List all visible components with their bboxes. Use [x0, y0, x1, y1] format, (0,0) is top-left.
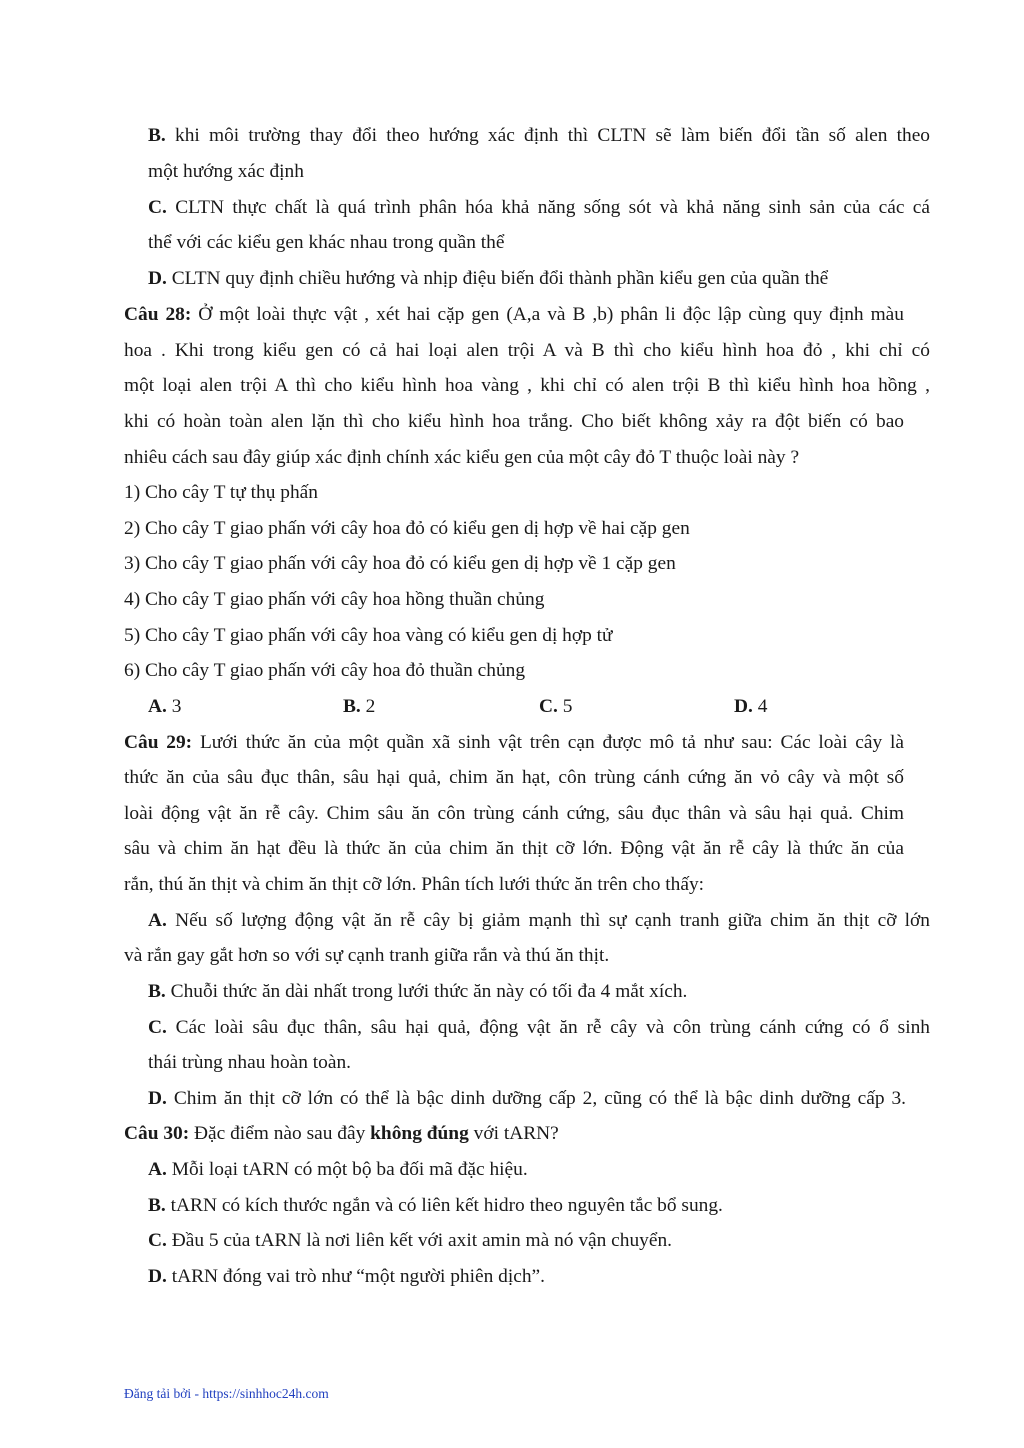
- option-text: Nếu số lượng động vật ăn rễ cây bị giảm mạnh thì sự cạnh tranh giữa chim ăn thịt cỡ lớn: [175, 910, 930, 931]
- option-value: 2: [365, 696, 376, 717]
- q30-option-a: [148, 1158, 930, 1182]
- q29-option-a-line1: [148, 909, 930, 933]
- q30-option-d: [148, 1265, 930, 1289]
- q28-item-4: 4) Cho cây T giao phấn với cây hoa hồng thuần chủng: [124, 589, 545, 610]
- q28-stem-line2: hoa . Khi trong kiểu gen có cả hai loại alen trội A và B thì cho kiểu hình hoa đỏ , khi chỉ có: [124, 340, 930, 361]
- option-label: A.: [148, 910, 167, 931]
- option-label: D.: [148, 1088, 167, 1109]
- question-emphasis: không đúng: [370, 1123, 469, 1144]
- option-value: 5: [562, 696, 573, 717]
- option-label: C.: [539, 696, 558, 717]
- option-label: B.: [148, 981, 166, 1002]
- option-text: Chuỗi thức ăn dài nhất trong lưới thức ăn này có tối đa 4 mắt xích.: [170, 981, 688, 1002]
- footer-source-link[interactable]: Đăng tải bởi - https://sinhhoc24h.com: [124, 1386, 329, 1401]
- q28-item-3: 3) Cho cây T giao phấn với cây hoa đỏ có kiểu gen dị hợp về 1 cặp gen: [124, 553, 676, 574]
- q28-option-d: [734, 695, 767, 719]
- q28-option-b: [343, 695, 375, 719]
- option-label: A.: [148, 696, 167, 717]
- q30-stem: [124, 1122, 904, 1146]
- q29-stem-line5: rắn, thú ăn thịt và chim ăn thịt cỡ lớn. Phân tích lưới thức ăn trên cho thấy:: [124, 874, 705, 895]
- question-text: Ở một loài thực vật , xét hai cặp gen (A,a và B ,b) phân li độc lập cùng quy định màu: [198, 304, 904, 325]
- option-text: Chim ăn thịt cỡ lớn có thể là bậc dinh dưỡng cấp 2, cũng có thể là bậc dinh dưỡng cấp 3.: [173, 1088, 906, 1109]
- q28-item-1: 1) Cho cây T tự thụ phấn: [124, 482, 318, 503]
- option-value: 4: [757, 696, 768, 717]
- q27-option-d: [148, 267, 930, 291]
- q29-stem-line1: [124, 731, 904, 755]
- question-text: Đặc điểm nào sau đây: [194, 1123, 366, 1144]
- q28-item-6: 6) Cho cây T giao phấn với cây hoa đỏ thuần chủng: [124, 660, 526, 681]
- option-label: D.: [734, 696, 753, 717]
- q29-option-c-line2: thái trùng nhau hoàn toàn.: [148, 1052, 352, 1073]
- option-label: B.: [343, 696, 361, 717]
- option-text: tARN có kích thước ngắn và có liên kết hidro theo nguyên tắc bổ sung.: [170, 1195, 723, 1216]
- q29-option-c-line1: [148, 1016, 930, 1040]
- option-label: D.: [148, 268, 167, 289]
- q29-stem-line4: sâu và chim ăn hạt đều là thức ăn của chim ăn thịt cỡ lớn. Động vật ăn rễ cây là thức ăn của: [124, 838, 904, 859]
- q28-option-a: [148, 695, 181, 719]
- q28-stem-line3: một loại alen trội A thì cho kiểu hình hoa vàng , khi chỉ có alen trội B thì kiểu hình hoa hồng ,: [124, 375, 930, 396]
- option-text: tARN đóng vai trò như “một người phiên dịch”.: [171, 1266, 545, 1287]
- q30-option-b: [148, 1194, 930, 1218]
- q27-option-c-line2: thể với các kiểu gen khác nhau trong quần thể: [148, 232, 505, 253]
- question-label: Câu 29:: [124, 732, 193, 753]
- q28-stem-line1: [124, 303, 904, 327]
- q29-option-b: [148, 980, 930, 1004]
- option-text: Mỗi loại tARN có một bộ ba đối mã đặc hiệu.: [171, 1159, 528, 1180]
- option-text: Đầu 5 của tARN là nơi liên kết với axit amin mà nó vận chuyển.: [171, 1230, 673, 1251]
- option-text: Các loài sâu đục thân, sâu hại quả, động vật ăn rễ cây và côn trùng cánh cứng có ổ sinh: [175, 1017, 930, 1038]
- q28-stem-line4: khi có hoàn toàn alen lặn thì cho kiểu hình hoa trắng. Cho biết không xảy ra đột biến có bao: [124, 411, 904, 432]
- option-label: C.: [148, 1230, 167, 1251]
- option-text: CLTN quy định chiều hướng và nhịp điệu biến đổi thành phần kiểu gen của quần thể: [171, 268, 829, 289]
- q30-option-c: [148, 1229, 930, 1253]
- option-text: CLTN thực chất là quá trình phân hóa khả năng sống sót và khả năng sinh sản của các cá: [175, 197, 930, 218]
- option-label: B.: [148, 1195, 166, 1216]
- option-label: C.: [148, 1017, 167, 1038]
- q29-option-a-line2: và rắn gay gắt hơn so với sự cạnh tranh giữa rắn và thú ăn thịt.: [124, 945, 610, 966]
- q29-option-d: [148, 1087, 906, 1111]
- q29-stem-line3: loài động vật ăn rễ cây. Chim sâu ăn côn trùng cánh cứng, sâu đục thân và sâu hại quả. Chim: [124, 803, 904, 824]
- question-label: Câu 28:: [124, 304, 192, 325]
- option-label: B.: [148, 125, 166, 146]
- q27-option-b-line1: [148, 124, 930, 148]
- q28-stem-line5: nhiêu cách sau đây giúp xác định chính xác kiểu gen của một cây đỏ T thuộc loài này ?: [124, 447, 800, 468]
- q28-item-5: 5) Cho cây T giao phấn với cây hoa vàng có kiểu gen dị hợp tử: [124, 625, 613, 646]
- option-label: C.: [148, 197, 167, 218]
- q27-option-b-line2: một hướng xác định: [148, 161, 304, 182]
- q27-option-c-line1: [148, 196, 930, 220]
- option-value: 3: [171, 696, 182, 717]
- q28-option-c: [539, 695, 572, 719]
- q28-item-2: 2) Cho cây T giao phấn với cây hoa đỏ có kiểu gen dị hợp về hai cặp gen: [124, 518, 690, 539]
- option-label: D.: [148, 1266, 167, 1287]
- question-text: Lưới thức ăn của một quần xã sinh vật trên cạn được mô tả như sau: Các loài cây là: [199, 732, 904, 753]
- option-label: A.: [148, 1159, 167, 1180]
- question-label: Câu 30:: [124, 1123, 190, 1144]
- option-text: khi môi trường thay đổi theo hướng xác định thì CLTN sẽ làm biến đổi tần số alen theo: [175, 125, 931, 146]
- q29-stem-line2: thức ăn của sâu đục thân, sâu hại quả, chim ăn hạt, côn trùng cánh cứng ăn vỏ cây và một số: [124, 767, 904, 788]
- question-text-end: với tARN?: [473, 1123, 559, 1144]
